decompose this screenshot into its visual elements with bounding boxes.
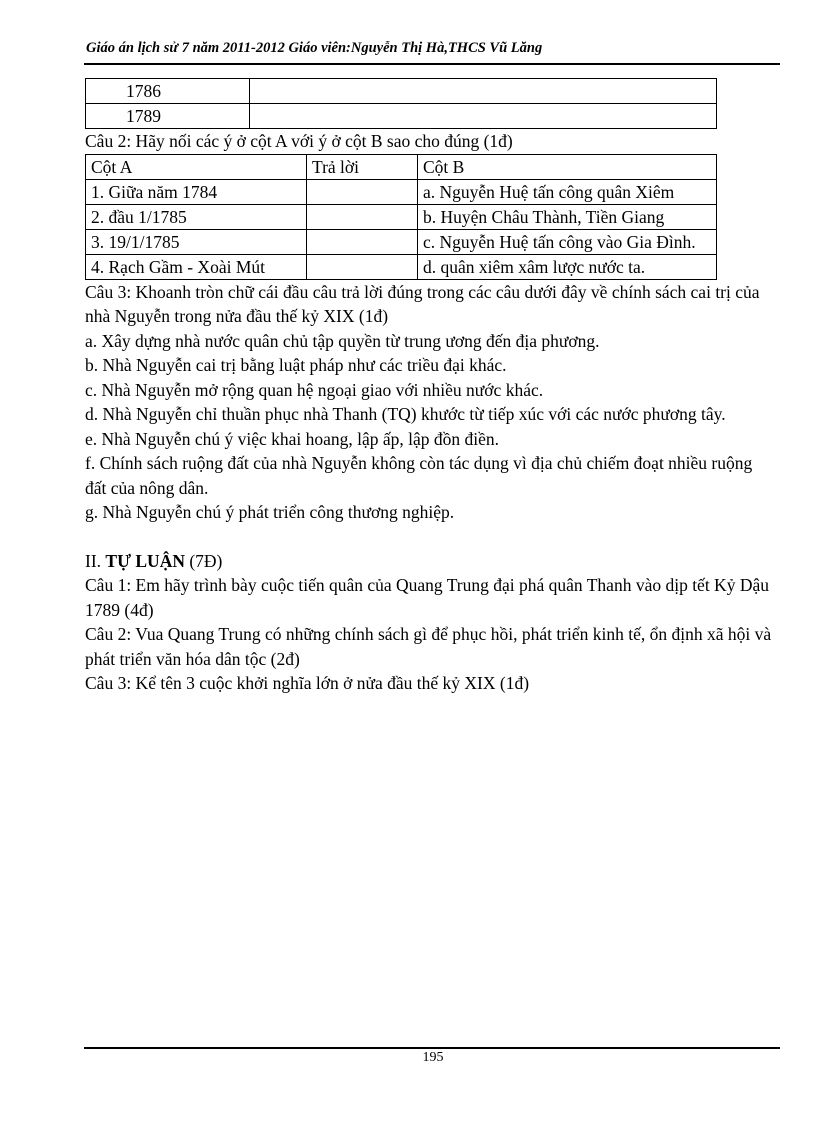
answer-cell (307, 229, 418, 254)
column-a-cell: 1. Giữa năm 1784 (86, 179, 307, 204)
answer-cell (307, 179, 418, 204)
document-body (85, 78, 775, 696)
section-2-suffix: (7Đ) (184, 550, 223, 571)
answer-header: Trả lời (307, 154, 418, 179)
section-2-prefix: II. (85, 550, 106, 571)
page-header: Giáo án lịch sử 7 năm 2011-2012 Giáo viên:Nguyễn Thị Hà,THCS Vũ Lăng (86, 40, 543, 56)
table-row (86, 104, 717, 129)
option-g: g. Nhà Nguyễn chú ý phát triển công thương nghiệp. (85, 502, 455, 522)
year-cell: 1786 (86, 79, 250, 104)
column-a-header: Cột A (86, 154, 307, 179)
match-table (85, 154, 717, 280)
column-b-cell: c. Nguyễn Huệ tấn công vào Gia Đình. (418, 229, 717, 254)
column-a-cell: 4. Rạch Gầm - Xoài Mút (86, 254, 307, 279)
page-number: 195 (422, 1050, 444, 1065)
column-b-cell: b. Huyện Châu Thành, Tiền Giang (418, 204, 717, 229)
table-row (86, 204, 717, 229)
column-b-cell: a. Nguyễn Huệ tấn công quân Xiêm (418, 179, 717, 204)
option-c: c. Nhà Nguyễn mở rộng quan hệ ngoại giao với nhiều nước khác. (85, 379, 544, 400)
answer-cell (250, 104, 717, 129)
option-d: d. Nhà Nguyễn chỉ thuần phục nhà Thanh (TQ) khước từ tiếp xúc với các nước phương tây. (85, 404, 726, 424)
column-a-cell: 3. 19/1/1785 (86, 229, 307, 254)
spacer (85, 525, 775, 549)
option-a: a. Xây dựng nhà nước quân chủ tập quyền từ trung ương đến địa phương. (85, 330, 600, 351)
table-row (86, 229, 717, 254)
essay-question-1: Câu 1: Em hãy trình bày cuộc tiến quân của Quang Trung đại phá quân Thanh vào dịp tết Kỷ Dậu 1789 (4đ) (85, 575, 769, 620)
question-2: Câu 2: Hãy nối các ý ở cột A với ý ở cột B sao cho đúng (1đ) (85, 131, 513, 151)
answer-cell (307, 204, 418, 229)
section-2-title: TỰ LUẬN (105, 550, 185, 571)
option-f: f. Chính sách ruộng đất của nhà Nguyễn không còn tác dụng vì địa chủ chiếm đoạt nhiều ruộng đất của nông dân. (85, 453, 753, 498)
question-3: Câu 3: Khoanh tròn chữ cái đầu câu trả lời đúng trong các câu dưới đây về chính sách cai trị của nhà Nguyễn trong nửa đầu thế kỷ XIX (1đ) (85, 281, 760, 326)
option-b: b. Nhà Nguyễn cai trị bằng luật pháp như các triều đại khác. (85, 355, 507, 375)
table-header-row (86, 154, 717, 179)
column-b-cell: d. quân xiêm xâm lược nước ta. (418, 254, 717, 279)
column-b-header: Cột B (418, 154, 717, 179)
table-row (86, 179, 717, 204)
section-2-heading (85, 549, 775, 574)
year-table (85, 78, 717, 129)
essay-question-2: Câu 2: Vua Quang Trung có những chính sách gì để phục hồi, phát triển kinh tế, ổn định xã hội và phát triển văn hóa dân tộc (2đ) (85, 624, 772, 669)
header-rule (84, 63, 780, 65)
column-a-cell: 2. đầu 1/1785 (86, 204, 307, 229)
table-row (86, 254, 717, 279)
table-row (86, 79, 717, 104)
essay-question-3: Câu 3: Kể tên 3 cuộc khởi nghĩa lớn ở nửa đầu thế kỷ XIX (1đ) (85, 673, 530, 693)
footer-rule (84, 1047, 780, 1049)
answer-cell (250, 79, 717, 104)
answer-cell (307, 254, 418, 279)
option-e: e. Nhà Nguyễn chú ý việc khai hoang, lập ấp, lập đồn điền. (85, 428, 500, 449)
year-cell: 1789 (86, 104, 250, 129)
